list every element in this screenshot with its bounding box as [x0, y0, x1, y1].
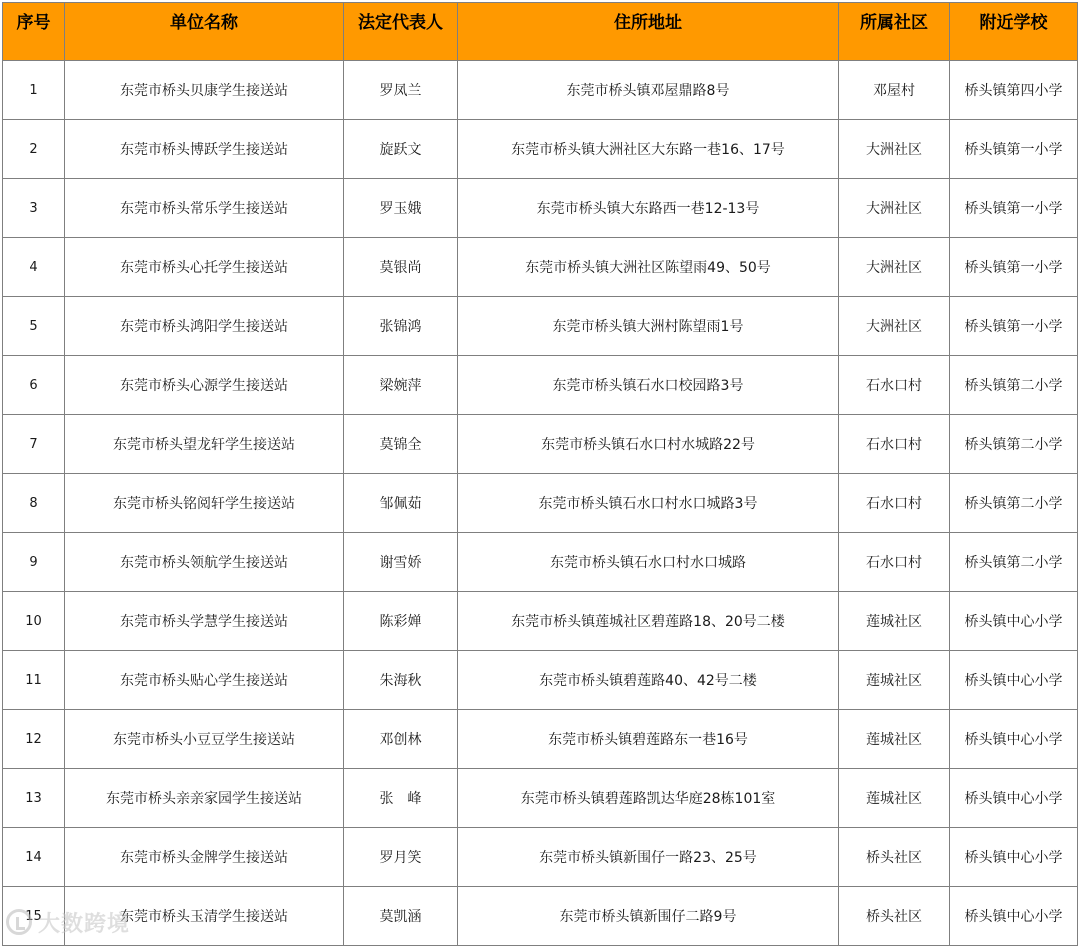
- cell-unit-name: 东莞市桥头领航学生接送站: [65, 533, 344, 592]
- cell-community: 大洲社区: [839, 238, 950, 297]
- cell-index: 8: [3, 474, 65, 533]
- cell-community: 石水口村: [839, 474, 950, 533]
- cell-nearby-school: 桥头镇中心小学: [950, 828, 1078, 887]
- cell-index: 3: [3, 179, 65, 238]
- table-row: [3, 887, 1078, 946]
- cell-index: 4: [3, 238, 65, 297]
- cell-index: 15: [3, 887, 65, 946]
- header-index: 序号: [3, 3, 65, 61]
- cell-legal-rep: 张锦鸿: [344, 297, 458, 356]
- table-row: [3, 769, 1078, 828]
- cell-nearby-school: 桥头镇中心小学: [950, 651, 1078, 710]
- table-row: [3, 120, 1078, 179]
- table-row: [3, 828, 1078, 887]
- table-row: [3, 710, 1078, 769]
- cell-legal-rep: 罗玉娥: [344, 179, 458, 238]
- cell-index: 5: [3, 297, 65, 356]
- cell-unit-name: 东莞市桥头心源学生接送站: [65, 356, 344, 415]
- cell-address: 东莞市桥头镇新围仔二路9号: [458, 887, 839, 946]
- cell-community: 桥头社区: [839, 828, 950, 887]
- cell-nearby-school: 桥头镇第二小学: [950, 356, 1078, 415]
- cell-legal-rep: 谢雪娇: [344, 533, 458, 592]
- cell-index: 14: [3, 828, 65, 887]
- table-row: [3, 651, 1078, 710]
- cell-legal-rep: 朱海秋: [344, 651, 458, 710]
- cell-legal-rep: 邓创林: [344, 710, 458, 769]
- cell-index: 1: [3, 61, 65, 120]
- cell-address: 东莞市桥头镇碧莲路东一巷16号: [458, 710, 839, 769]
- cell-unit-name: 东莞市桥头贴心学生接送站: [65, 651, 344, 710]
- cell-address: 东莞市桥头镇石水口村水城路22号: [458, 415, 839, 474]
- header-legal-rep: 法定代表人: [344, 3, 458, 61]
- cell-legal-rep: 陈彩婵: [344, 592, 458, 651]
- cell-nearby-school: 桥头镇中心小学: [950, 769, 1078, 828]
- cell-index: 11: [3, 651, 65, 710]
- student-shuttle-table: [2, 2, 1078, 946]
- cell-community: 大洲社区: [839, 120, 950, 179]
- cell-address: 东莞市桥头镇石水口村水口城路: [458, 533, 839, 592]
- cell-community: 邓屋村: [839, 61, 950, 120]
- cell-community: 莲城社区: [839, 592, 950, 651]
- cell-community: 大洲社区: [839, 179, 950, 238]
- cell-legal-rep: 邹佩茹: [344, 474, 458, 533]
- header-nearby-school: 附近学校: [950, 3, 1078, 61]
- cell-nearby-school: 桥头镇第二小学: [950, 474, 1078, 533]
- cell-legal-rep: 莫银尚: [344, 238, 458, 297]
- cell-legal-rep: 罗月笑: [344, 828, 458, 887]
- cell-unit-name: 东莞市桥头心托学生接送站: [65, 238, 344, 297]
- cell-nearby-school: 桥头镇第四小学: [950, 61, 1078, 120]
- cell-community: 桥头社区: [839, 887, 950, 946]
- cell-address: 东莞市桥头镇莲城社区碧莲路18、20号二楼: [458, 592, 839, 651]
- cell-nearby-school: 桥头镇第一小学: [950, 297, 1078, 356]
- table-row: [3, 356, 1078, 415]
- cell-unit-name: 东莞市桥头小豆豆学生接送站: [65, 710, 344, 769]
- cell-index: 6: [3, 356, 65, 415]
- cell-nearby-school: 桥头镇中心小学: [950, 710, 1078, 769]
- table-row: [3, 297, 1078, 356]
- table-row: [3, 592, 1078, 651]
- header-row: [3, 3, 1078, 61]
- cell-community: 石水口村: [839, 415, 950, 474]
- cell-nearby-school: 桥头镇中心小学: [950, 592, 1078, 651]
- cell-community: 大洲社区: [839, 297, 950, 356]
- cell-unit-name: 东莞市桥头博跃学生接送站: [65, 120, 344, 179]
- cell-address: 东莞市桥头镇新围仔一路23、25号: [458, 828, 839, 887]
- cell-legal-rep: 张 峰: [344, 769, 458, 828]
- cell-index: 13: [3, 769, 65, 828]
- cell-community: 莲城社区: [839, 651, 950, 710]
- cell-address: 东莞市桥头镇邓屋鼎路8号: [458, 61, 839, 120]
- cell-legal-rep: 旋跃文: [344, 120, 458, 179]
- cell-index: 2: [3, 120, 65, 179]
- table-header: [3, 3, 1078, 61]
- cell-community: 石水口村: [839, 356, 950, 415]
- cell-address: 东莞市桥头镇石水口村水口城路3号: [458, 474, 839, 533]
- cell-index: 9: [3, 533, 65, 592]
- cell-unit-name: 东莞市桥头望龙轩学生接送站: [65, 415, 344, 474]
- cell-address: 东莞市桥头镇石水口校园路3号: [458, 356, 839, 415]
- table-row: [3, 61, 1078, 120]
- table-row: [3, 474, 1078, 533]
- cell-nearby-school: 桥头镇第二小学: [950, 533, 1078, 592]
- cell-nearby-school: 桥头镇第一小学: [950, 179, 1078, 238]
- cell-nearby-school: 桥头镇第一小学: [950, 238, 1078, 297]
- table-row: [3, 238, 1078, 297]
- cell-community: 莲城社区: [839, 769, 950, 828]
- table-body: [3, 61, 1078, 946]
- table-row: [3, 179, 1078, 238]
- cell-address: 东莞市桥头镇大东路西一巷12-13号: [458, 179, 839, 238]
- cell-legal-rep: 梁婉萍: [344, 356, 458, 415]
- cell-address: 东莞市桥头镇碧莲路凯达华庭28栋101室: [458, 769, 839, 828]
- cell-unit-name: 东莞市桥头贝康学生接送站: [65, 61, 344, 120]
- cell-address: 东莞市桥头镇大洲社区陈望雨49、50号: [458, 238, 839, 297]
- cell-unit-name: 东莞市桥头常乐学生接送站: [65, 179, 344, 238]
- cell-address: 东莞市桥头镇碧莲路40、42号二楼: [458, 651, 839, 710]
- cell-legal-rep: 莫凯涵: [344, 887, 458, 946]
- cell-nearby-school: 桥头镇第二小学: [950, 415, 1078, 474]
- cell-unit-name: 东莞市桥头铭阅轩学生接送站: [65, 474, 344, 533]
- table-row: [3, 533, 1078, 592]
- header-address: 住所地址: [458, 3, 839, 61]
- cell-index: 10: [3, 592, 65, 651]
- cell-unit-name: 东莞市桥头玉清学生接送站: [65, 887, 344, 946]
- cell-index: 7: [3, 415, 65, 474]
- cell-unit-name: 东莞市桥头金牌学生接送站: [65, 828, 344, 887]
- cell-unit-name: 东莞市桥头学慧学生接送站: [65, 592, 344, 651]
- cell-index: 12: [3, 710, 65, 769]
- cell-nearby-school: 桥头镇第一小学: [950, 120, 1078, 179]
- table-row: [3, 415, 1078, 474]
- cell-unit-name: 东莞市桥头鸿阳学生接送站: [65, 297, 344, 356]
- header-community: 所属社区: [839, 3, 950, 61]
- cell-legal-rep: 莫锦全: [344, 415, 458, 474]
- cell-unit-name: 东莞市桥头亲亲家园学生接送站: [65, 769, 344, 828]
- watermark-text: 大数跨境: [38, 911, 131, 937]
- cell-address: 东莞市桥头镇大洲村陈望雨1号: [458, 297, 839, 356]
- cell-legal-rep: 罗凤兰: [344, 61, 458, 120]
- cell-community: 石水口村: [839, 533, 950, 592]
- cell-address: 东莞市桥头镇大洲社区大东路一巷16、17号: [458, 120, 839, 179]
- header-unit-name: 单位名称: [65, 3, 344, 61]
- cell-community: 莲城社区: [839, 710, 950, 769]
- cell-nearby-school: 桥头镇中心小学: [950, 887, 1078, 946]
